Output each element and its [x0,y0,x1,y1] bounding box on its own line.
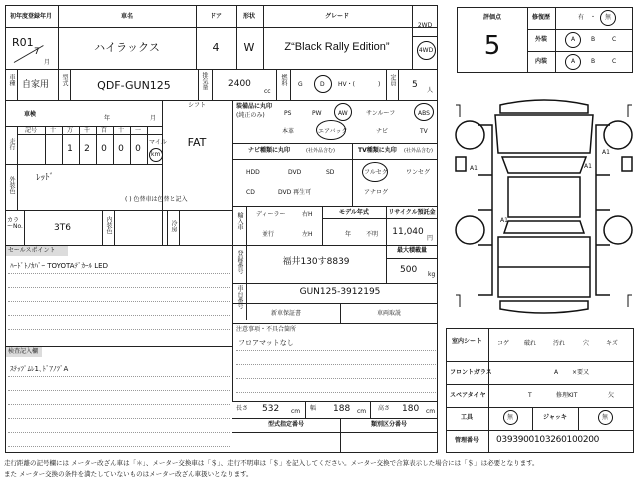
import-right: 右H [302,211,313,218]
seat-dirt: 汚れ [553,340,566,347]
model-year-unit: 年 [345,231,352,238]
damage-mark-a1: A1 [500,217,508,224]
repair-no: 無 [605,14,612,21]
first-reg-era: R01 [12,36,34,49]
displacement-value: 2400 [228,79,251,89]
docs-warranty: 新車保証書 [270,310,302,317]
exterior-grade-c: C [612,36,617,43]
tv-analog: アナログ [364,189,389,196]
digit-header-10: 十 [117,127,125,134]
inspector-text: ｽﾃｯﾌﾟﾑﾚ1､ﾄﾞｱﾉﾌﾞA [10,365,69,373]
length-unit: cm [291,408,301,415]
digit-header-1: 一 [134,127,142,134]
front-glass-a: A [554,369,559,376]
name-label: 車名 [120,13,134,20]
exterior-grade-label: 外装 [534,36,548,43]
mileage-digit: 1 [67,144,73,154]
damage-mark-a1: A1 [470,165,478,172]
inspection-month-unit: 月 [150,115,157,122]
equip-ps: PS [284,110,292,117]
exterior-label: 外装色 [8,176,15,194]
equipment-sub-label: (純正のみ) [236,112,265,119]
navi-dvd: DVD [288,169,302,176]
shape-value: W [243,41,255,54]
import-dealer: ディーラー [256,211,286,218]
tools-value: 無 [507,414,514,421]
chassis-label: 車台番号 [236,285,243,309]
width-unit: cm [357,408,367,415]
capacity-label: 定員 [389,74,396,86]
management-label: 管理番号 [454,437,480,444]
equip-aw: AW [338,110,348,117]
damage-mark-a1: A1 [584,163,592,170]
sales-points-text: ﾊｰﾄﾞﾄﾉｶﾊﾞｰ TOYOTAﾃﾞｶｰﾙ LED [10,262,108,270]
doors-label: ドア [210,13,222,20]
chassis-value: GUN125-3912195 [299,287,381,297]
equipment-label: 装備品に丸印 [236,103,273,110]
tv-label-note: (社外品含む) [404,148,433,154]
height-label: 高さ [378,405,391,412]
equip-sunroof: サンルーフ [366,110,396,117]
recycle-label: リサイクル預託金 [388,209,436,216]
type-designation-label: 型式指定番号 [267,421,305,428]
color-change-note: ( ) 色替車は色替と記入 [125,196,188,203]
drive-2wd: 2WD [417,22,433,29]
grade-value: Z“Black Rally Edition” [284,41,390,53]
equip-abs: ABS [418,110,430,117]
seat-burn: コゲ [497,340,510,347]
tv-oneseg: ワンセグ [406,169,431,176]
navi-label-note: (社外品含む) [306,148,335,154]
model-value: QDF-GUN125 [97,79,171,92]
exterior-color: ﾚｯﾄﾞ [36,173,55,183]
interior-seat-label: 室内シート [451,338,483,345]
length-label: 長さ [236,405,249,412]
cooler-label: 冷房 [170,220,177,232]
usage-prefix: 車種 [8,74,15,86]
equip-pw: PW [312,110,322,117]
digit-header-sign: 記号 [24,127,38,134]
footer-line-1: 走行距離の記号欄には メーター改ざん車は「＊」、メーター交換車は「＄」、走行不明車は「＄」を記入してください。メーター交換で合算表示した場合には「＄」は必要となります。 [4,459,539,467]
spare-tire-label: スペアタイヤ [450,392,486,399]
width-label: 幅 [310,405,317,412]
import-parallel: 並行 [262,231,275,238]
fuel-opt-d: D [320,81,325,88]
jack-value: 無 [602,414,609,421]
grade-label: グレード [324,13,350,20]
interior-grade-label: 内装 [534,58,548,65]
interior-grade-a: A [571,58,576,65]
digit-header-100k: 十 [49,127,57,134]
interior-grade-c: C [612,58,617,65]
first-reg-label: 初年度登録年月 [9,13,53,20]
exterior-grade-b: B [591,36,596,43]
inspection-label: 車検 [24,111,37,118]
spare-tire-none: 欠 [608,392,615,399]
max-load-unit: kg [428,271,436,278]
docs-manual: 車両取説 [376,310,402,317]
shift-value: FAT [187,136,207,149]
max-load-value: 500 [400,265,418,275]
interior-color-label: 内装色 [105,216,112,234]
category-label: 類別区分番号 [370,421,408,428]
equip-airbag: エアバック [318,128,348,135]
notes-text: フロアマットなし [238,339,294,347]
equip-leather: 本革 [282,128,295,135]
mileage-digit: 0 [135,144,141,154]
tv-label: TV種類に丸印 [358,147,397,154]
car-diagram [450,95,638,320]
equip-navi: ナビ [376,128,389,135]
front-glass-label: フロントガラス [450,369,492,376]
seat-hole: 穴 [583,340,590,347]
fuel-opt-close: ) [378,81,381,88]
digit-header-1k: 千 [83,127,91,134]
unit-mile: マイル [149,139,167,146]
repair-yes: 有 [578,14,585,21]
recycle-value: 11,040 [392,227,424,237]
navi-sd: SD [326,169,335,176]
jack-label: ジャッキ [543,414,567,421]
mileage-digit: 2 [84,144,90,154]
mileage-digit: 0 [101,144,107,154]
spare-tire-t: T [528,392,532,399]
management-value: 0393900103260100200 [496,435,600,445]
color-no-label: カラーNo. [7,217,23,230]
registration-label: 登録番号 [236,250,243,274]
displacement-label: 排気量 [201,72,208,90]
score-label: 評価点 [482,14,502,21]
tv-fullseg: フルセグ [364,169,388,176]
unit-km: km [151,151,161,158]
tools-label: 工具 [460,414,474,421]
model-year-unknown: 不明 [366,231,379,238]
inspection-year-unit: 年 [104,115,111,122]
shift-label: シフト [187,102,207,109]
navi-cd: CD [246,189,255,196]
seat-scratch: キズ [606,340,618,347]
usage-value: 自家用 [22,80,50,90]
model-year-label: モデル年式 [339,209,369,216]
import-label: 輸入車 [236,212,243,230]
mileage-digit: 0 [118,144,124,154]
fuel-opt-hv: HV・( [338,81,355,88]
color-no-value: 3T6 [54,223,71,233]
height-unit: cm [426,408,436,415]
height-value: 180 [402,404,420,414]
spare-tire-kit: 修理KIT [556,392,578,399]
displacement-unit: cc [264,88,271,95]
model-label: 型式 [61,74,68,86]
damage-mark-a1: A1 [602,149,610,156]
seat-tear: 破れ [524,340,537,347]
front-glass-x: ×要又 [572,369,590,376]
digit-header-100: 百 [100,127,108,134]
first-reg-month-unit: 月 [44,59,51,66]
recycle-unit: 円 [427,235,434,242]
car-name: ハイラックス [94,41,160,54]
drive-4wd: 4WD [418,47,434,54]
shape-label: 形状 [242,13,256,20]
run-label: 走行 [8,138,15,150]
repair-label: 修復歴 [531,14,551,21]
digit-header-10k: 万 [66,127,74,134]
equip-tv: TV [420,128,428,135]
navi-label: ナビ種類に丸印 [248,147,291,154]
exterior-grade-a: A [571,36,576,43]
length-value: 532 [262,404,280,414]
fuel-opt-g: G [298,81,303,88]
navi-hdd: HDD [246,169,260,176]
registration-value: 福井130す8839 [282,257,350,267]
inspector-label: 検査記入欄 [8,348,39,355]
score-value: 5 [483,31,501,61]
interior-grade-b: B [591,58,596,65]
notes-label: 注意事項・不具合箇所 [236,326,297,333]
fuel-label: 燃料 [280,74,287,86]
sales-points-label: セールスポイント [8,247,56,254]
import-left: 左H [302,231,313,238]
capacity-unit: 人 [427,87,434,94]
max-load-label: 最大積載量 [396,247,428,254]
capacity-value: 5 [412,80,418,90]
first-reg-month: 7 [34,47,40,57]
width-value: 188 [333,404,351,414]
navi-dvd-play: DVD 再生可 [278,189,312,196]
footer-line-2: また メーター交換の条件を満たしていないものはメーター改ざん車扱いとなります。 [4,470,253,478]
doors-value: 4 [212,41,220,54]
